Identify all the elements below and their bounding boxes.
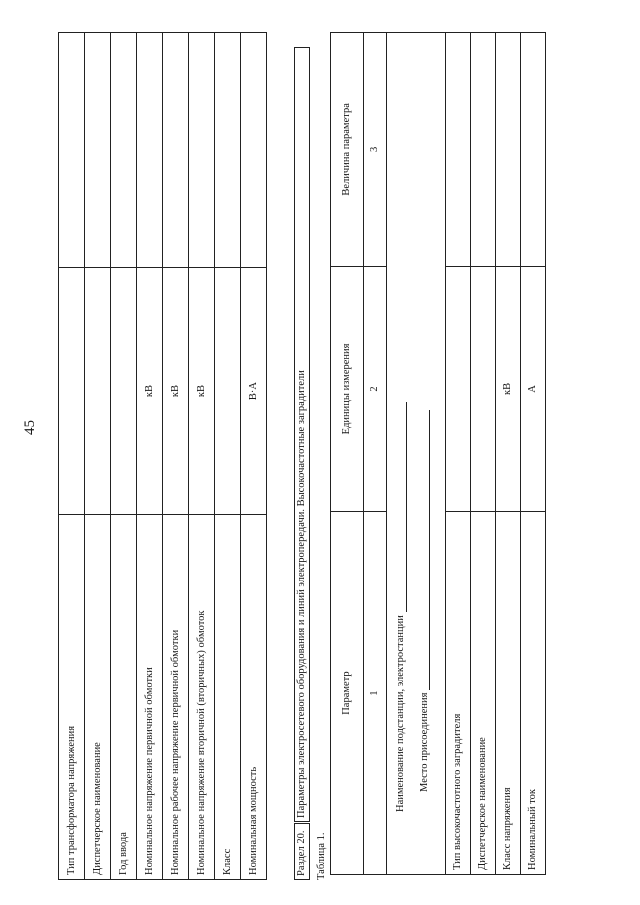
table-row bbox=[471, 33, 496, 875]
substation-label: Наименование подстанции, электростанции bbox=[395, 615, 406, 812]
unit-cell: кВ bbox=[189, 268, 215, 515]
value-cell bbox=[163, 33, 189, 268]
unit-cell: кВ bbox=[163, 268, 189, 515]
header-param: Параметр bbox=[331, 512, 364, 875]
table-row bbox=[521, 33, 546, 875]
column-number-row bbox=[364, 33, 387, 875]
unit-cell bbox=[111, 268, 137, 515]
value-cell bbox=[59, 33, 85, 268]
value-cell bbox=[446, 33, 471, 267]
table-row bbox=[189, 33, 215, 880]
table-row bbox=[137, 33, 163, 880]
section-header bbox=[294, 32, 310, 880]
col-number-2: 2 bbox=[364, 266, 387, 511]
unit-cell: В·А bbox=[241, 268, 267, 515]
table-row bbox=[163, 33, 189, 880]
value-cell bbox=[137, 33, 163, 268]
table-row bbox=[215, 33, 241, 880]
connection-blank-line bbox=[419, 410, 430, 690]
col-number-3: 3 bbox=[364, 33, 387, 267]
param-cell: Класс напряжения bbox=[496, 512, 521, 875]
unit-cell bbox=[59, 268, 85, 515]
param-cell: Номинальный ток bbox=[521, 512, 546, 875]
param-cell: Диспетчерское наименование bbox=[471, 512, 496, 875]
table-row bbox=[111, 33, 137, 880]
substation-blank-line bbox=[396, 402, 407, 612]
value-cell bbox=[496, 33, 521, 267]
param-cell: Номинальное рабочее напряжение первичной обмотки bbox=[163, 514, 189, 879]
value-cell bbox=[111, 33, 137, 268]
header-unit: Единицы измерения bbox=[331, 266, 364, 511]
col-number-1: 1 bbox=[364, 512, 387, 875]
table-row bbox=[85, 33, 111, 880]
table-row bbox=[446, 33, 471, 875]
param-cell: Тип трансформатора напряжения bbox=[59, 514, 85, 879]
value-cell bbox=[241, 33, 267, 268]
param-cell: Номинальная мощность bbox=[241, 514, 267, 879]
substation-cell bbox=[387, 33, 446, 875]
page-number: 45 bbox=[22, 420, 38, 435]
table-row bbox=[241, 33, 267, 880]
value-cell bbox=[215, 33, 241, 268]
connection-label: Место присоединения bbox=[418, 692, 430, 792]
unit-cell bbox=[215, 268, 241, 515]
unit-cell bbox=[446, 266, 471, 511]
value-cell bbox=[471, 33, 496, 267]
voltage-transformer-table bbox=[58, 32, 267, 880]
unit-cell: кВ bbox=[496, 266, 521, 511]
value-cell bbox=[85, 33, 111, 268]
section-title: Параметры электросетевого оборудования и линий электропередачи. Высокочастотные заградители bbox=[294, 47, 310, 822]
rotated-page-content bbox=[58, 0, 640, 880]
table-caption: Таблица 1. bbox=[316, 832, 327, 880]
unit-cell: кВ bbox=[137, 268, 163, 515]
param-cell: Год ввода bbox=[111, 514, 137, 879]
param-cell: Диспетчерское наименование bbox=[85, 514, 111, 879]
unit-cell bbox=[85, 268, 111, 515]
unit-cell bbox=[471, 266, 496, 511]
header-row bbox=[331, 33, 364, 875]
hf-trap-table bbox=[330, 32, 546, 875]
value-cell bbox=[521, 33, 546, 267]
param-cell: Номинальное напряжение вторичной (вторичных) обмоток bbox=[189, 514, 215, 879]
substation-row bbox=[387, 33, 446, 875]
section-label: Раздел 20. bbox=[294, 823, 310, 880]
param-cell: Тип высокочастотного заградителя bbox=[446, 512, 471, 875]
header-value: Величина параметра bbox=[331, 33, 364, 267]
table-row bbox=[496, 33, 521, 875]
unit-cell: А bbox=[521, 266, 546, 511]
param-cell: Класс bbox=[215, 514, 241, 879]
table-row bbox=[59, 33, 85, 880]
param-cell: Номинальное напряжение первичной обмотки bbox=[137, 514, 163, 879]
value-cell bbox=[189, 33, 215, 268]
